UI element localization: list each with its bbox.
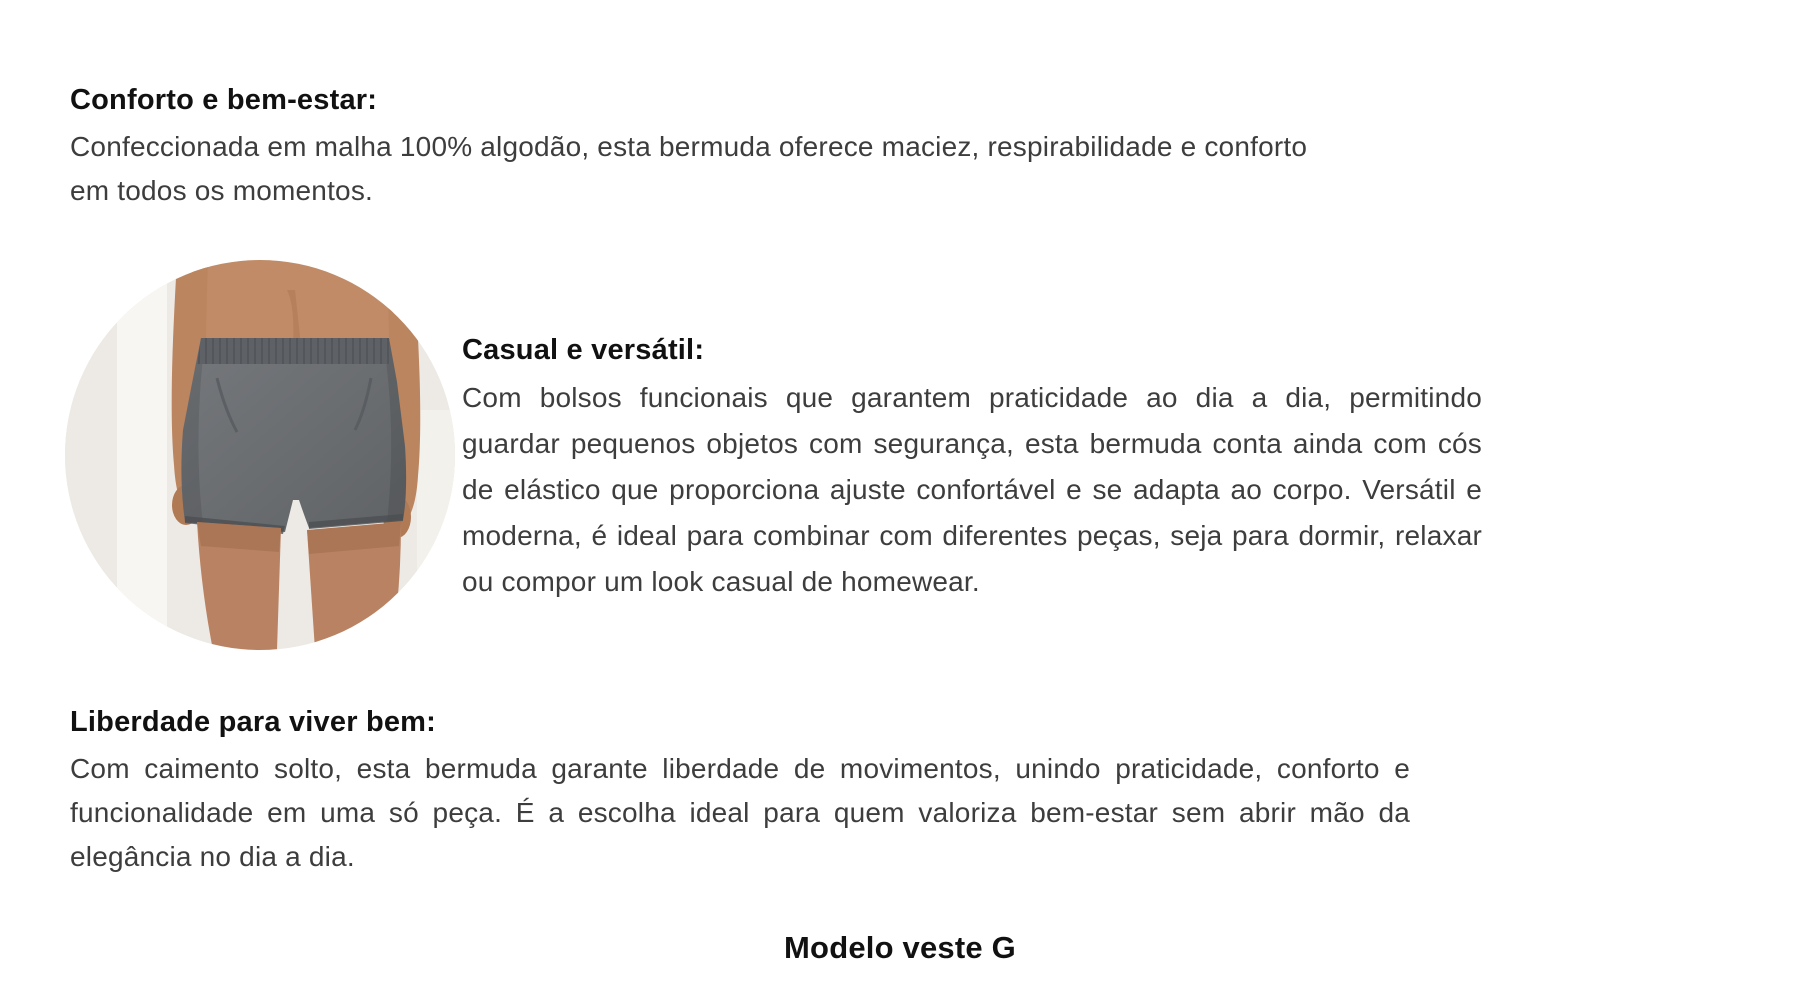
section-comfort-heading: Conforto e bem-estar: [70,84,378,116]
section-freedom-body: Com caimento solto, esta bermuda garante liberdade de movimentos, unindo praticidade, conforto e funcionalidade em uma só peça. É a escolha ideal para quem valoriza bem-estar sem abrir mão da elegância no dia a dia. [70,753,1410,872]
section-casual-body: Com bolsos funcionais que garantem praticidade ao dia a dia, permitindo guardar pequenos objetos com segurança, esta bermuda conta ainda com cós de elástico que proporciona ajuste confortável e se adapta ao corpo. Versátil e moderna, é ideal para combinar com diferentes peças, seja para dormir, relaxar ou compor um look casual de homewear. [462,382,1482,597]
section-freedom-heading: Liberdade para viver bem: [70,706,437,738]
model-photo-illustration [65,260,455,650]
section-freedom [70,706,1410,879]
section-casual [462,334,1482,605]
section-comfort-body: Confeccionada em malha 100% algodão, esta bermuda oferece maciez, respirabilidade e conforto em todos os momentos. [70,131,1308,206]
model-size-note: Modelo veste G [784,930,1016,965]
section-casual-heading: Casual e versátil: [462,334,705,366]
model-photo [65,260,455,650]
section-comfort [70,84,1340,213]
